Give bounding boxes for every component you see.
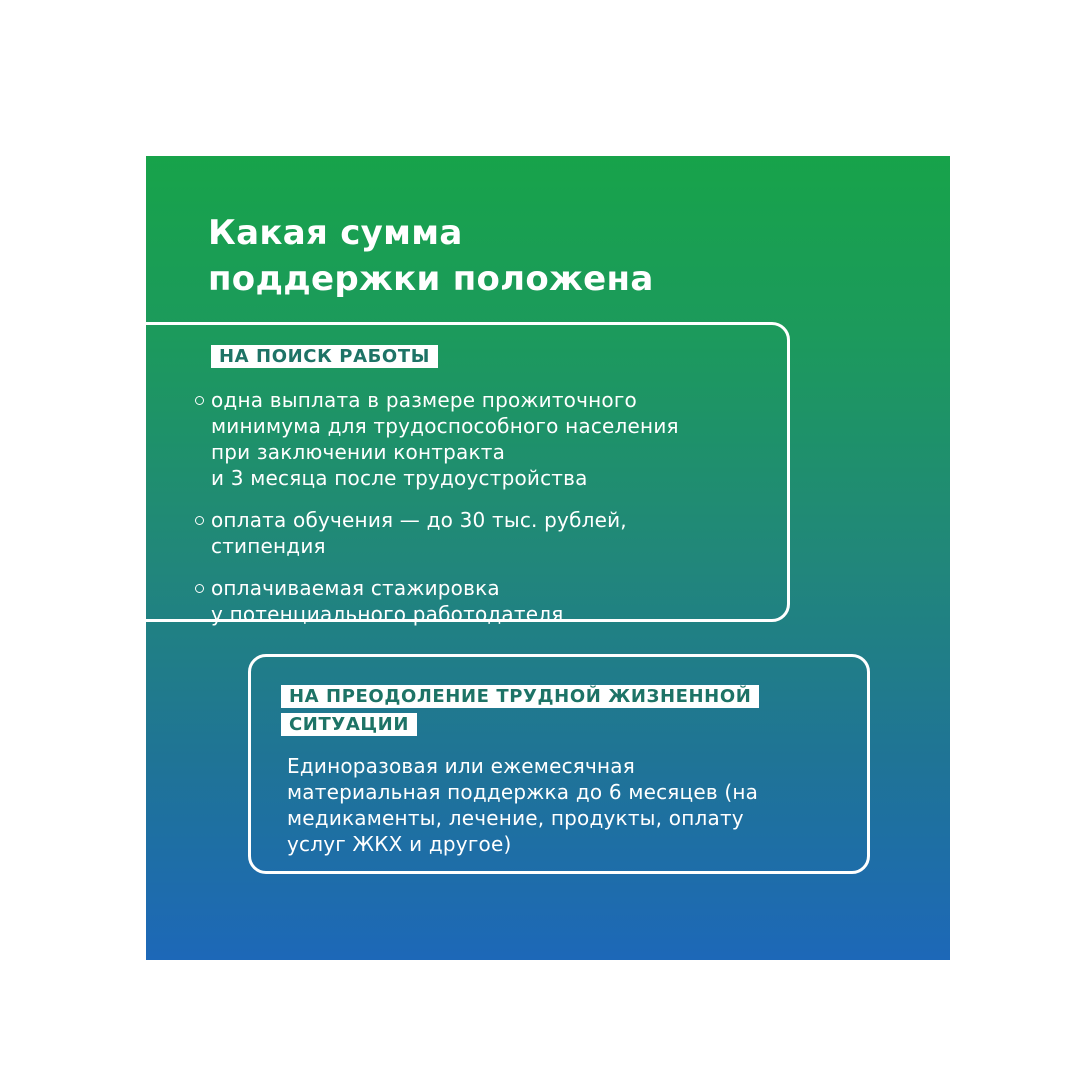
hardship-box [248,654,870,874]
list-item [195,575,679,627]
job-search-tag-wrap [211,343,438,371]
hardship-tag-wrap [281,683,841,739]
job-search-list [195,387,679,643]
list-item [195,387,679,491]
title-line-2: поддержки положена [208,259,654,299]
job-search-box [146,322,790,626]
info-card [146,156,950,960]
hardship-tag: НА ПРЕОДОЛЕНИЕ ТРУДНОЙ ЖИЗНЕННОЙ СИТУАЦИИ [281,685,759,736]
circle-bullet-icon [195,516,204,525]
card-title [208,210,654,302]
list-item-text: оплачиваемая стажировка у потенциального работодателя [211,576,564,626]
hardship-description: Единоразовая или ежемесячная материальная поддержка до 6 месяцев (на медикаменты, лечение, продукты, оплату услуг ЖКХ и другое) [287,754,759,856]
circle-bullet-icon [195,584,204,593]
title-line-1: Какая сумма [208,213,463,253]
list-item-text: одна выплата в размере прожиточного минимума для трудоспособного населения при заключении контракта и 3 месяца после трудоустройства [211,388,679,490]
job-search-tag: НА ПОИСК РАБОТЫ [211,345,438,368]
list-item-text: оплата обучения — до 30 тыс. рублей, стипендия [211,508,627,558]
list-item [195,507,679,559]
circle-bullet-icon [195,396,204,405]
